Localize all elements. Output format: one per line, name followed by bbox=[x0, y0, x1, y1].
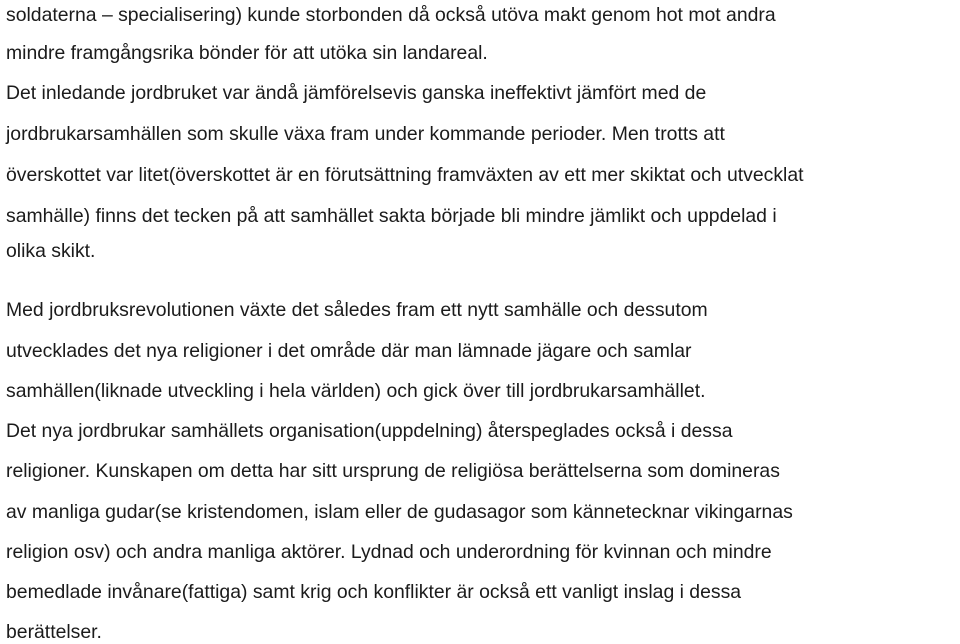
paragraph-3-line-4: Det nya jordbrukar samhällets organisation(uppdelning) återspeglades också i dessa bbox=[6, 420, 733, 442]
paragraph-3-line-6: av manliga gudar(se kristendomen, islam eller de gudasagor som kännetecknar vikingarnas bbox=[6, 501, 793, 523]
paragraph-2-line-5: olika skikt. bbox=[6, 240, 96, 262]
paragraph-3-line-5: religioner. Kunskapen om detta har sitt ursprung de religiösa berättelserna som domineras bbox=[6, 460, 780, 482]
paragraph-3-line-1: Med jordbruksrevolutionen växte det således fram ett nytt samhälle och dessutom bbox=[6, 299, 708, 321]
paragraph-2-line-3: överskottet var litet(överskottet är en förutsättning framväxten av ett mer skiktat och utvecklat bbox=[6, 164, 804, 186]
paragraph-3-line-8: bemedlade invånare(fattiga) samt krig och konflikter är också ett vanligt inslag i dessa bbox=[6, 581, 742, 603]
paragraph-2-line-1: Det inledande jordbruket var ändå jämförelsevis ganska ineffektivt jämfört med de bbox=[6, 82, 707, 104]
paragraph-2-line-2: jordbrukarsamhällen som skulle växa fram under kommande perioder. Men trotts att bbox=[6, 123, 725, 145]
paragraph-1-line-1: soldaterna – specialisering) kunde storbonden då också utöva makt genom hot mot andra bbox=[6, 4, 776, 26]
paragraph-3-line-3: samhällen(liknade utveckling i hela världen) och gick över till jordbrukarsamhället. bbox=[6, 380, 706, 402]
paragraph-2-line-4: samhälle) finns det tecken på att samhället sakta började bli mindre jämlikt och uppdelad i bbox=[6, 205, 777, 227]
paragraph-3-line-7: religion osv) och andra manliga aktörer. Lydnad och underordning för kvinnan och mindre bbox=[6, 541, 772, 563]
paragraph-3-line-9: berättelser. bbox=[6, 621, 102, 643]
paragraph-1-line-2: mindre framgångsrika bönder för att utöka sin landareal. bbox=[6, 42, 488, 64]
paragraph-3-line-2: utvecklades det nya religioner i det område där man lämnade jägare och samlar bbox=[6, 340, 692, 362]
